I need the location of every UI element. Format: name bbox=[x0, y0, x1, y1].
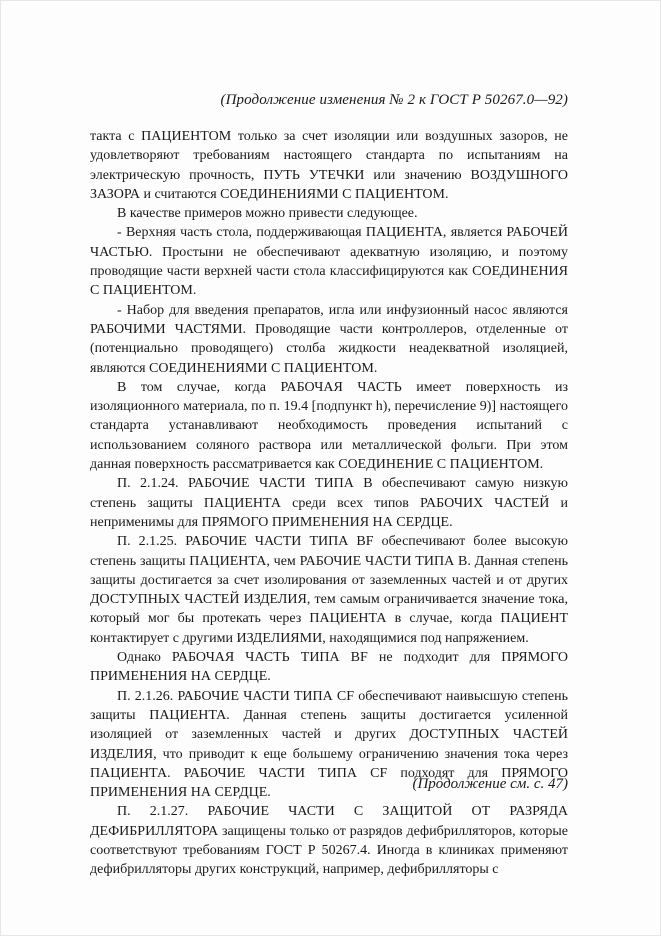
continuation-header: (Продолжение изменения № 2 к ГОСТ Р 50267.0—92) bbox=[220, 92, 568, 108]
paragraph-2: В качестве примеров можно привести следующее. bbox=[117, 206, 418, 222]
paragraph-7: П. 2.1.25. РАБОЧИЕ ЧАСТИ ТИПА BF обеспечивают более высокую степень защиты ПАЦИЕНТА, чем РАБОЧИЕ ЧАСТИ ТИПА В. Данная степень защиты достигается за счет изолирования от заземленных частей и от других ДОСТУПНЫХ ЧАСТЕЙ ИЗДЕЛИЯ, тем самым ограничивается значение тока, который мог бы протекать через ПАЦИЕНТА в случае, когда ПАЦИЕНТ контактирует с другими ИЗДЕЛИЯМИ, находящимися под напряжением. bbox=[90, 534, 568, 646]
paragraph-8: Однако РАБОЧАЯ ЧАСТЬ ТИПА BF не подходит для ПРЯМОГО ПРИМЕНЕНИЯ НА СЕРДЦЕ. bbox=[90, 650, 568, 685]
paragraph-3: - Верхняя часть стола, поддерживающая ПАЦИЕНТА, является РАБОЧЕЙ ЧАСТЬЮ. Простыни не обеспечивают адекватную изоляцию, и поэтому проводящие части верхней части стола классифицируются как СОЕДИНЕНИЯ С ПАЦИЕНТОМ. bbox=[90, 225, 568, 299]
paragraph-1: такта с ПАЦИЕНТОМ только за счет изоляции или воздушных зазоров, не удовлетворяют требованиям настоящего стандарта по испытаниям на электрическую прочность, ПУТЬ УТЕЧКИ или значению ВОЗДУШНОГО ЗАЗОРА и считаются СОЕДИНЕНИЯМИ С ПАЦИЕНТОМ. bbox=[90, 129, 568, 202]
paragraph-10: П. 2.1.27. РАБОЧИЕ ЧАСТИ С ЗАЩИТОЙ ОТ РАЗРЯДА ДЕФИБРИЛЛЯТОРА защищены только от разрядов дефибрилляторов, которые соответствуют требованиям ГОСТ Р 50267.4. Иногда в клиниках применяют дефибрилляторы других конструкций, например, дефибрилляторы с bbox=[90, 804, 568, 878]
paragraph-9: П. 2.1.26. РАБОЧИЕ ЧАСТИ ТИПА CF обеспечивают наивысшую степень защиты ПАЦИЕНТА. Данная степень защиты достигается усиленной изоляцией от заземленных частей и других ДОСТУПНЫХ ЧАСТЕЙ ИЗДЕЛИЯ, что приводит к еще большему ограничению значения тока через ПАЦИЕНТА. РАБОЧИЕ ЧАСТИ ТИПА CF подходят для ПРЯМОГО ПРИМЕНЕНИЯ НА СЕРДЦЕ. bbox=[90, 688, 568, 801]
paragraph-5: В том случае, когда РАБОЧАЯ ЧАСТЬ имеет поверхность из изоляционного материала, по п. 19.4 [подпункт h), перечисление 9)] настоящего стандарта устанавливают необходимость проведения испытаний с использованием соляного раствора или металлической фольги. При этом данная поверхность рассматривается как СОЕДИНЕНИЕ С ПАЦИЕНТОМ. bbox=[90, 379, 568, 473]
continuation-footer: (Продолжение см. с. 47) bbox=[412, 776, 568, 792]
document-body bbox=[90, 127, 568, 880]
paragraph-6: П. 2.1.24. РАБОЧИЕ ЧАСТИ ТИПА В обеспечивают самую низкую степень защиты ПАЦИЕНТА среди всех типов РАБОЧИХ ЧАСТЕЙ и неприменимы для ПРЯМОГО ПРИМЕНЕНИЯ НА СЕРДЦЕ. bbox=[90, 476, 568, 530]
paragraph-4: - Набор для введения препаратов, игла или инфузионный насос являются РАБОЧИМИ ЧАСТЯМИ. Проводящие части контроллеров, отделенные от (потенциально проводящего) столба жидкости неадекватной изоляцией, являются СОЕДИНЕНИЯМИ С ПАЦИЕНТОМ. bbox=[90, 302, 568, 376]
